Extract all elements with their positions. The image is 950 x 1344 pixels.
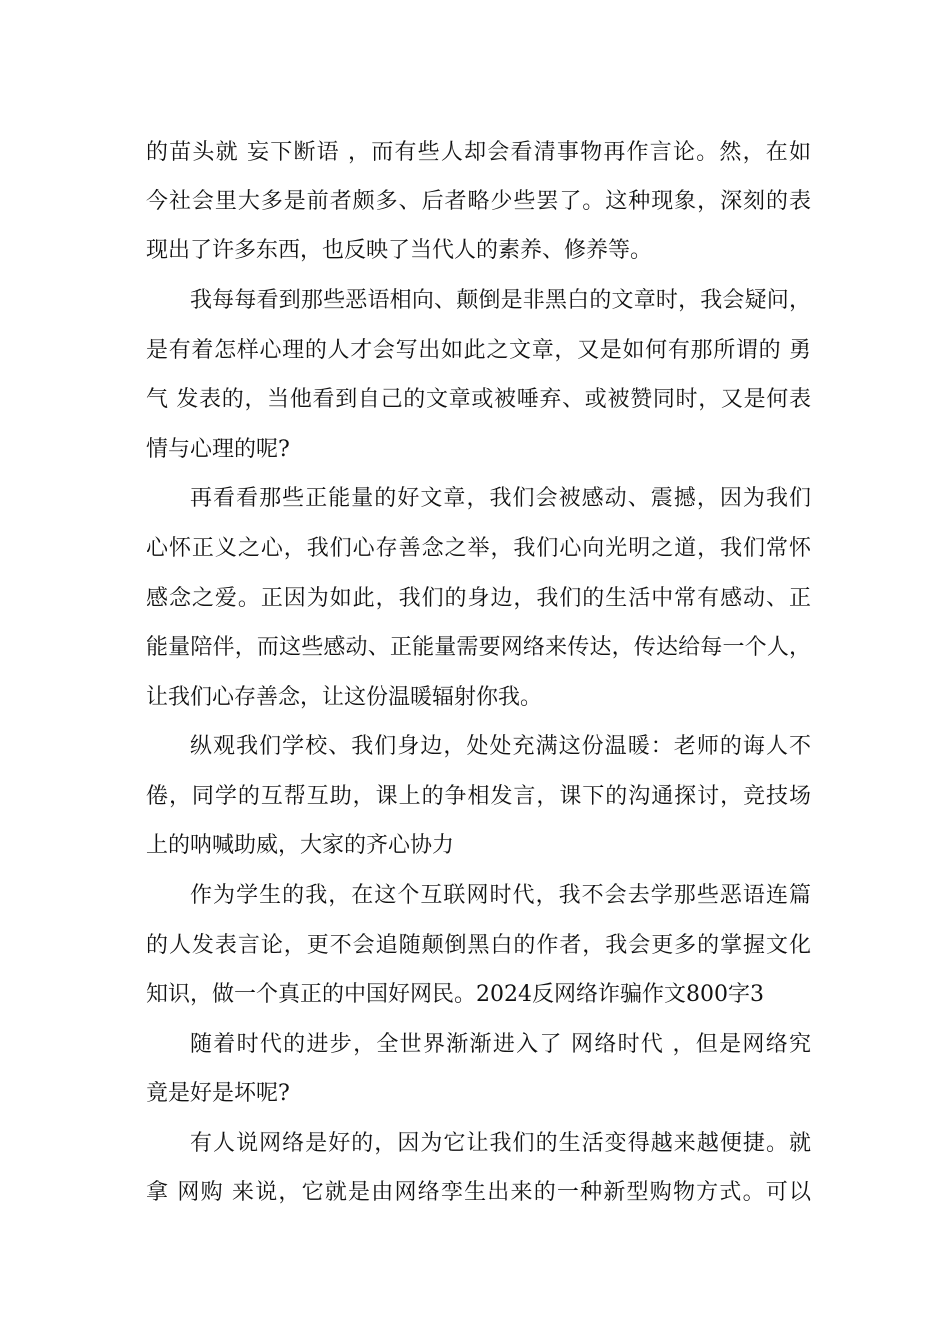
text-line-1: 的苗头就 妄下断语 ，而有些人却会看清事物再作言论。然，在如 [146,140,811,165]
text-line-10: 感念之爱。正因为如此，我们的身边，我们的生活中常有感动、正 [146,586,811,611]
text-line-7: 情与心理的呢? [146,437,290,462]
text-line-21: 有人说网络是好的，因为它让我们的生活变得越来越便捷。就 [190,1131,811,1156]
text-line-8: 再看看那些正能量的好文章，我们会被感动、震撼，因为我们 [190,486,811,511]
text-line-15: 上的呐喊助威，大家的齐心协力 [146,833,455,858]
text-line-13: 纵观我们学校、我们身边，处处充满这份温暖：老师的诲人不 [190,734,811,759]
text-line-16: 作为学生的我，在这个互联网时代，我不会去学那些恶语连篇 [190,883,811,908]
text-line-17: 的人发表言论，更不会追随颠倒黑白的作者，我会更多的掌握文化 [146,933,811,958]
text-line-9: 心怀正义之心，我们心存善念之举，我们心向光明之道，我们常怀 [146,536,811,561]
text-line-6: 气 发表的，当他看到自己的文章或被唾弃、或被赞同时，又是何表 [146,387,811,412]
text-line-12: 让我们心存善念，让这份温暖辐射你我。 [146,685,543,710]
text-line-2: 今社会里大多是前者颇多、后者略少些罢了。这种现象，深刻的表 [146,189,811,214]
text-line-20: 竟是好是坏呢? [146,1081,290,1106]
text-line-22: 拿 网购 来说，它就是由网络孪生出来的一种新型购物方式。可以 [146,1180,811,1205]
text-line-14: 倦，同学的互帮互助，课上的争相发言，课下的沟通探讨，竞技场 [146,784,811,809]
text-line-11: 能量陪伴，而这些感动、正能量需要网络来传达，传达给每一个人， [146,635,811,660]
text-line-5: 是有着怎样心理的人才会写出如此之文章，又是如何有那所谓的 勇 [146,338,811,363]
text-line-3: 现出了许多东西，也反映了当代人的素养、修养等。 [146,238,653,263]
text-line-4: 我每每看到那些恶语相向、颠倒是非黑白的文章时，我会疑问， [190,288,811,313]
text-line-18: 知识，做一个真正的中国好网民。2024反网络诈骗作文800字3 [146,982,764,1007]
text-line-19: 随着时代的进步，全世界渐渐进入了 网络时代 ，但是网络究 [190,1032,811,1057]
